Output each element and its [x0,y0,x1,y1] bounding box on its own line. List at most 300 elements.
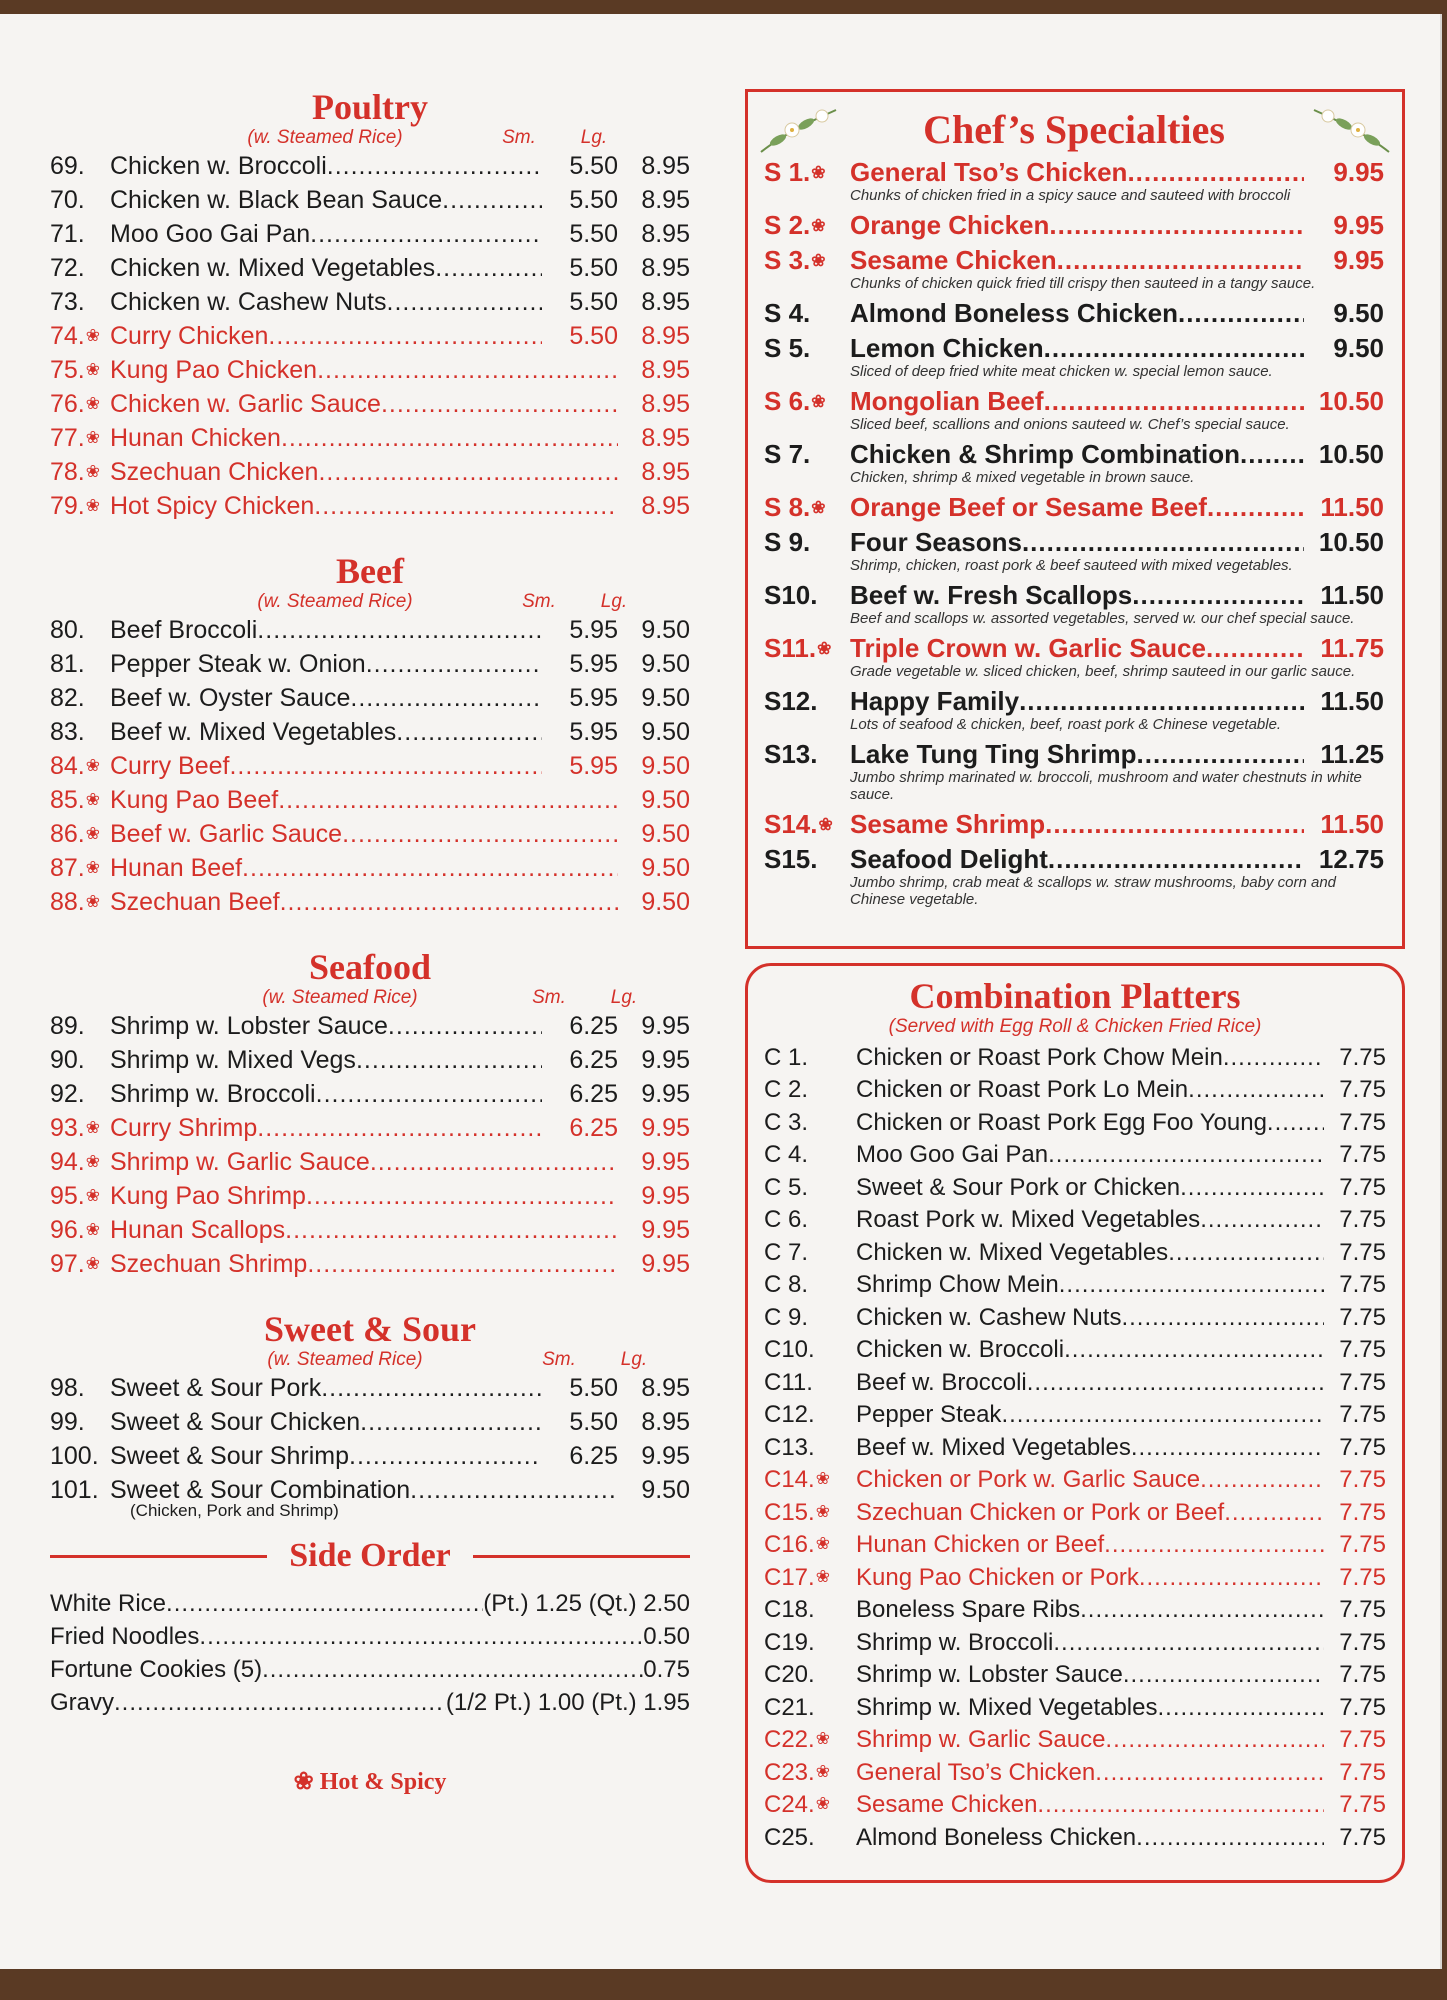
menu-item-row [50,1179,690,1213]
item-name: Almond Boneless Chicken [856,1823,1137,1851]
item-price: 7.75 [1339,1596,1386,1624]
item-name: Chicken or Roast Pork Lo Mein [856,1076,1189,1104]
item-number: 85.❀ [50,786,101,814]
side-title-row [50,1539,690,1573]
item-name: General Tso’s Chicken [856,1758,1096,1786]
item-number: 90. [50,1046,85,1074]
item-name: Orange Beef or Sesame Beef [850,492,1207,522]
combo-list [764,1042,1386,1855]
side-order-row [50,1653,690,1686]
pepper-icon: ❀ [811,498,826,517]
pepper-icon: ❀ [85,1254,101,1273]
item-price: 7.75 [1339,1108,1386,1136]
item-number: 89. [50,1012,85,1040]
section-title: Side Order [289,1537,451,1574]
item-name: Chicken or Pork w. Garlic Sauce [856,1466,1201,1494]
item-price: 7.75 [1339,1726,1386,1754]
large-header: Lg. [580,127,608,148]
item-price: 9.95 [1333,245,1384,275]
item-name: Beef w. Oyster Sauce [110,684,351,712]
dot-leader [285,1213,618,1247]
item-number: S 1.❀ [764,157,826,187]
dot-leader [1045,809,1304,839]
pepper-icon: ❀ [811,392,826,411]
section-header [50,1347,690,1371]
combo-row [764,1659,1386,1692]
item-name: Beef w. Mixed Vegetables [110,718,397,746]
item-number: C 6. [764,1206,809,1234]
small-header: Sm. [542,1349,576,1370]
item-price: 7.75 [1339,1401,1386,1429]
price-large: 8.95 [641,1408,690,1436]
section-title: Chef’s Specialties [923,107,1225,152]
menu-item-row [50,1371,690,1405]
chef-list [764,157,1384,908]
price-large: 9.95 [641,1442,690,1470]
specialty-row [764,580,1384,610]
menu-item-row [50,353,690,387]
pepper-icon: ❀ [85,1152,101,1171]
dot-leader [1158,1692,1325,1725]
pepper-icon: ❀ [815,1729,830,1749]
large-header: Lg. [610,987,638,1008]
price-large: 8.95 [641,322,690,350]
pepper-icon: ❀ [85,394,101,413]
combo-row [764,1172,1386,1205]
item-number: 92. [50,1080,85,1108]
menu-item-row [50,851,690,885]
item-name: Fried Noodles [50,1623,200,1650]
item-description: Chunks of chicken fried in a spicy sauce and sauteed with broccoli [850,187,1291,204]
price-large: 8.95 [641,186,690,214]
item-number: C18. [764,1596,815,1624]
item-name: Shrimp w. Garlic Sauce [110,1148,370,1176]
item-name: Four Seasons [850,527,1022,557]
item-name: Sweet & Sour Pork [110,1374,322,1402]
dot-leader [166,1587,483,1620]
price-small: 5.95 [569,650,618,678]
item-number: S 8.❀ [764,492,826,522]
item-price: 9.95 [1333,210,1384,240]
specialty-row [764,333,1384,363]
dot-leader [306,1179,618,1213]
combo-row [764,1724,1386,1757]
item-name: Sweet & Sour Pork or Chicken [856,1173,1181,1201]
menu-item-row [50,1077,690,1111]
item-price: 11.75 [1320,633,1384,663]
menu-item-row [50,681,690,715]
dot-leader [1027,1367,1324,1400]
price-small: 5.95 [569,684,618,712]
price-small: 5.50 [569,288,618,316]
menu-item-row [50,817,690,851]
dot-leader [1132,580,1304,610]
dot-leader [1178,298,1304,328]
right-column [745,89,1405,1883]
dot-leader [350,681,542,715]
item-name: Szechuan Shrimp [110,1250,308,1278]
item-number: C25. [764,1823,815,1851]
poultry-section [50,89,690,523]
small-header: Sm. [502,127,536,148]
item-name: Hunan Chicken [110,424,281,452]
section-title: Beef [336,551,404,591]
dot-leader [1127,157,1304,187]
section-subtitle: (w. Steamed Rice) [257,591,413,612]
price-large: 9.50 [641,752,690,780]
item-description: Grade vegetable w. sliced chicken, beef, shrimp sauteed in our garlic sauce. [850,663,1356,680]
dot-leader [316,1077,542,1111]
item-number: 70. [50,186,85,214]
dot-leader [1207,492,1304,522]
menu-item-row [50,1111,690,1145]
item-number: C10. [764,1336,815,1364]
dot-leader [321,1371,542,1405]
item-name: White Rice [50,1590,167,1617]
item-name: Shrimp Chow Mein [856,1271,1059,1299]
combo-row [764,1432,1386,1465]
menu-item-row [50,149,690,183]
item-number: 83. [50,718,85,746]
item-description: Beef and scallops w. assorted vegetables, served w. our chef special sauce. [850,610,1355,627]
price-large: 8.95 [641,356,690,384]
price-large: 9.50 [641,616,690,644]
dot-leader [1123,1659,1324,1692]
item-description: Lots of seafood & chicken, beef, roast pork & Chinese vegetable. [850,716,1282,733]
item-price: 7.75 [1339,1466,1386,1494]
pepper-icon: ❀ [85,824,101,843]
item-name: Roast Pork w. Mixed Vegetables [856,1206,1201,1234]
price-large: 8.95 [641,424,690,452]
section-header [50,985,690,1009]
item-name: Beef w. Mixed Vegetables [856,1433,1131,1461]
combo-row [764,1789,1386,1822]
dot-leader [1064,1334,1324,1367]
item-name: Gravy [50,1689,115,1716]
dot-leader [281,421,618,455]
item-price: 9.95 [1333,157,1384,187]
combo-row [764,1204,1386,1237]
divider [473,1555,690,1558]
menu-item-row [50,489,690,523]
menu-item-row [50,647,690,681]
item-name: Boneless Spare Ribs [856,1596,1081,1624]
item-name: Pepper Steak w. Onion [110,650,366,678]
item-number: 101. [50,1476,99,1504]
menu-item-row [50,421,690,455]
item-price: 7.75 [1339,1336,1386,1364]
item-name: Chicken w. Garlic Sauce [110,390,381,418]
item-number: 73. [50,288,85,316]
dot-leader [1267,1107,1324,1140]
item-description: Sliced of deep fried white meat chicken w. special lemon sauce. [850,363,1273,380]
dot-leader [370,1145,618,1179]
pepper-icon: ❀ [811,163,826,182]
section-title: Poultry [312,87,428,127]
item-price: 11.50 [1320,809,1384,839]
dot-leader [1049,210,1304,240]
item-price: 7.75 [1339,1563,1386,1591]
dot-leader [1057,245,1304,275]
item-name: Sesame Chicken [850,245,1057,275]
pepper-icon: ❀ [85,428,101,447]
item-name: Moo Goo Gai Pan [110,220,311,248]
item-price: 7.75 [1339,1433,1386,1461]
combo-row [764,1464,1386,1497]
pepper-icon: ❀ [85,858,101,877]
combo-row [764,1399,1386,1432]
item-name: Beef w. Garlic Sauce [110,820,343,848]
item-name: Mongolian Beef [850,386,1044,416]
item-name: Hunan Scallops [110,1216,286,1244]
price-large: 9.95 [641,1046,690,1074]
dot-leader [1104,1529,1324,1562]
item-price: 7.75 [1339,1758,1386,1786]
item-name: Hunan Beef [110,854,243,882]
specialty-row [764,245,1384,275]
item-number: 71. [50,220,85,248]
side-order-row [50,1686,690,1719]
specialty-row [764,157,1384,187]
price-large: 9.95 [641,1182,690,1210]
item-name: Shrimp w. Lobster Sauce [110,1012,388,1040]
dot-leader [1095,1757,1324,1790]
dot-leader [349,1439,542,1473]
item-number: S14.❀ [764,809,833,839]
combo-row [764,1237,1386,1270]
item-number: S13. [764,739,818,769]
pepper-icon: ❀ [815,1566,830,1586]
combination-note: (Chicken, Pork and Shrimp) [130,1501,339,1520]
item-number: C14.❀ [764,1466,830,1494]
price-small: 5.95 [569,616,618,644]
item-number: S 9. [764,527,811,557]
section-subtitle: (w. Steamed Rice) [262,987,418,1008]
pepper-icon: ❀ [85,790,101,809]
item-number: 98. [50,1374,85,1402]
dot-leader [1105,1724,1324,1757]
item-price: (1/2 Pt.) 1.00 (Pt.) 1.95 [445,1689,690,1716]
item-number: 80. [50,616,85,644]
price-small: 5.50 [569,220,618,248]
menu-page [0,14,1442,1969]
item-price: 7.75 [1339,1661,1386,1689]
price-large: 8.95 [641,492,690,520]
price-small: 5.50 [569,254,618,282]
item-number: C16.❀ [764,1531,830,1559]
price-large: 8.95 [641,152,690,180]
menu-item-row [50,217,690,251]
price-large: 8.95 [641,220,690,248]
item-price: (Pt.) 1.25 (Qt.) 2.50 [483,1590,690,1617]
item-name: Orange Chicken [850,210,1050,240]
item-name: General Tso’s Chicken [850,157,1128,187]
pepper-icon: ❀ [293,1769,314,1795]
item-name: Chicken & Shrimp Combination [850,439,1241,469]
pepper-icon: ❀ [815,1534,830,1554]
small-header: Sm. [522,591,556,612]
item-price: 0.75 [643,1656,690,1683]
item-price: 7.75 [1339,1791,1386,1819]
price-small: 5.50 [569,1408,618,1436]
dot-leader [310,217,542,251]
pepper-icon: ❀ [85,326,101,345]
item-number: S10. [764,580,818,610]
item-price: 11.50 [1320,686,1384,716]
side-order-row [50,1587,690,1620]
combo-row [764,1139,1386,1172]
item-name: Lake Tung Ting Shrimp [850,739,1137,769]
item-price: 7.75 [1339,1043,1386,1071]
menu-item-row [50,1009,690,1043]
item-name: Kung Pao Shrimp [110,1182,306,1210]
section-title: Sweet & Sour [264,1309,476,1349]
menu-item-row [50,1145,690,1179]
item-price: 7.75 [1339,1173,1386,1201]
item-price: 7.75 [1339,1141,1386,1169]
dot-leader [307,1247,618,1281]
combo-row [764,1042,1386,1075]
item-name: Sweet & Sour Chicken [110,1408,361,1436]
menu-item-row [50,387,690,421]
menu-item-row [50,285,690,319]
dot-leader [387,285,542,319]
combo-row [764,1334,1386,1367]
item-name: Shrimp w. Garlic Sauce [856,1726,1106,1754]
dot-leader [280,885,618,919]
item-name: Curry Beef [110,752,230,780]
item-number: 77.❀ [50,424,101,452]
item-name: Seafood Delight [850,844,1048,874]
item-name: Kung Pao Chicken [110,356,318,384]
item-number: C 1. [764,1043,809,1071]
price-large: 8.95 [641,458,690,486]
section-subtitle: (w. Steamed Rice) [267,1349,423,1370]
item-number: 95.❀ [50,1182,101,1210]
dot-leader [327,149,542,183]
item-name: Chicken w. Cashew Nuts [856,1303,1122,1331]
item-number: S 4. [764,298,811,328]
dot-leader [435,251,542,285]
price-large: 8.95 [641,254,690,282]
item-name: Pepper Steak [856,1401,1002,1429]
item-number: S 6.❀ [764,386,826,416]
item-name: Shrimp w. Mixed Vegetables [856,1693,1158,1721]
dot-leader [317,353,618,387]
item-name: Kung Pao Beef [110,786,279,814]
item-name: Szechuan Beef [110,888,280,916]
item-price: 11.50 [1320,580,1384,610]
pepper-icon: ❀ [85,1220,101,1239]
item-number: C11. [764,1368,813,1396]
item-name: Curry Chicken [110,322,269,350]
dot-leader [381,387,618,421]
dot-leader [360,1405,542,1439]
dot-leader [1200,1464,1324,1497]
dot-leader [278,783,618,817]
dot-leader [318,455,618,489]
pepper-icon: ❀ [811,251,826,270]
item-number: 79.❀ [50,492,101,520]
price-large: 9.95 [641,1250,690,1278]
item-name: Chicken w. Broccoli [856,1336,1065,1364]
beef-section [50,553,690,919]
item-number: C15.❀ [764,1498,830,1526]
dot-leader [1223,1042,1324,1075]
combo-row [764,1627,1386,1660]
specialty-row [764,210,1384,240]
price-large: 8.95 [641,1374,690,1402]
item-name: Shrimp w. Broccoli [110,1080,316,1108]
menu-item-row [50,885,690,919]
item-name: Beef Broccoli [110,616,258,644]
pepper-icon: ❀ [815,1761,830,1781]
item-number: 93.❀ [50,1114,101,1142]
menu-item-row [50,319,690,353]
dot-leader [1048,1139,1324,1172]
item-name: Almond Boneless Chicken [850,298,1178,328]
pepper-icon: ❀ [85,462,101,481]
price-large: 9.50 [641,650,690,678]
item-number: C20. [764,1661,815,1689]
item-name: Sesame Chicken [856,1791,1038,1819]
flower-icon [1308,102,1394,162]
price-small: 5.95 [569,752,618,780]
item-number: C 3. [764,1108,809,1136]
hot-spicy-legend [50,1767,690,1796]
specialty-row [764,686,1384,716]
section-subtitle: (w. Steamed Rice) [247,127,403,148]
price-large: 9.50 [641,684,690,712]
item-price: 11.25 [1320,739,1384,769]
item-price: 7.75 [1339,1693,1386,1721]
item-number: C 5. [764,1173,809,1201]
dot-leader [268,319,542,353]
item-number: 100. [50,1442,99,1470]
dot-leader [1139,1562,1324,1595]
item-number: 76.❀ [50,390,101,418]
price-small: 5.50 [569,152,618,180]
dot-leader [1001,1399,1324,1432]
item-price: 7.75 [1339,1823,1386,1851]
specialty-row [764,439,1384,469]
price-small: 6.25 [569,1442,618,1470]
item-number: 82. [50,684,85,712]
item-number: S15. [764,844,818,874]
price-large: 9.50 [641,854,690,882]
item-number: 97.❀ [50,1250,101,1278]
price-large: 9.50 [641,1476,690,1504]
item-number: 74.❀ [50,322,101,350]
dot-leader [1053,1627,1324,1660]
price-large: 9.50 [641,786,690,814]
combo-row [764,1302,1386,1335]
item-description: Sliced beef, scallions and onions sauteed w. Chef’s special sauce. [850,416,1290,433]
item-name: Kung Pao Chicken or Pork [856,1563,1139,1591]
price-large: 9.95 [641,1216,690,1244]
specialty-row [764,809,1384,839]
item-price: 7.75 [1339,1368,1386,1396]
combo-row [764,1822,1386,1855]
item-price: 10.50 [1318,386,1384,416]
menu-item-row [50,455,690,489]
menu-item-row [50,1247,690,1281]
item-name: Shrimp w. Broccoli [856,1628,1054,1656]
pepper-icon: ❀ [85,1118,101,1137]
item-number: C24.❀ [764,1791,830,1819]
flower-icon [756,102,842,162]
item-name: Shrimp w. Mixed Vegs [110,1046,356,1074]
